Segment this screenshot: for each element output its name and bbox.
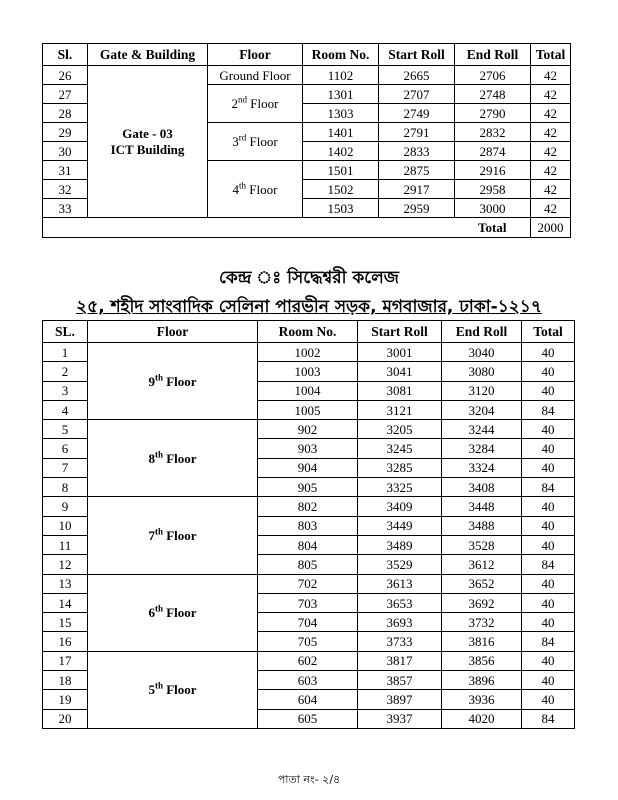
total-cell: 40	[522, 516, 575, 535]
table-header-row	[43, 321, 575, 343]
gate-label: Gate - 03	[122, 126, 173, 141]
sl-cell: 32	[43, 180, 88, 199]
end-roll-cell: 3488	[442, 516, 522, 535]
start-roll-cell: 3121	[358, 400, 442, 419]
total-cell: 84	[522, 400, 575, 419]
floor-ordinal: rd	[238, 132, 247, 143]
start-roll-cell: 3081	[358, 381, 442, 400]
floor-cell	[208, 85, 303, 123]
table-row	[43, 651, 575, 670]
end-roll-cell: 2958	[455, 180, 531, 199]
sl-cell: 12	[43, 555, 88, 574]
floor-cell	[88, 651, 258, 728]
end-roll-cell: 3000	[455, 199, 531, 218]
floor-word: Floor	[162, 605, 197, 621]
sl-cell: 31	[43, 161, 88, 180]
page-number: পাতা নং- ২/৪	[277, 773, 341, 786]
sl-cell: 28	[43, 104, 88, 123]
floor-ordinal: th	[239, 180, 247, 191]
total-cell: 40	[522, 593, 575, 612]
room-cell: 1003	[258, 362, 358, 381]
total-spacer	[43, 218, 455, 238]
floor-number: 8	[148, 450, 155, 466]
col-header-total: Total	[531, 44, 571, 66]
col-header-gate-building: Gate & Building	[88, 44, 208, 66]
sl-cell: 3	[43, 381, 88, 400]
room-cell: 1005	[258, 400, 358, 419]
floor-cell	[208, 66, 303, 85]
end-roll-cell: 3692	[442, 593, 522, 612]
total-cell: 40	[522, 690, 575, 709]
start-roll-cell: 3489	[358, 535, 442, 554]
room-cell: 805	[258, 555, 358, 574]
sl-cell: 4	[43, 400, 88, 419]
room-cell: 1503	[303, 199, 379, 218]
room-cell: 1303	[303, 104, 379, 123]
start-roll-cell: 3817	[358, 651, 442, 670]
start-roll-cell: 3529	[358, 555, 442, 574]
end-roll-cell: 3080	[442, 362, 522, 381]
total-cell: 40	[522, 381, 575, 400]
total-cell: 84	[522, 478, 575, 497]
room-cell: 1004	[258, 381, 358, 400]
floor-ordinal: th	[154, 681, 163, 692]
total-row	[43, 218, 571, 238]
floor-number: 9	[148, 373, 155, 389]
sl-cell: 30	[43, 142, 88, 161]
total-label: Total	[455, 218, 531, 238]
table-header-row	[43, 44, 571, 66]
start-roll-cell: 3409	[358, 497, 442, 516]
floor-cell	[88, 497, 258, 574]
end-roll-cell: 3528	[442, 535, 522, 554]
total-cell: 42	[531, 85, 571, 104]
floor-word: Floor	[162, 682, 197, 698]
end-roll-cell: 3936	[442, 690, 522, 709]
room-cell: 1002	[258, 343, 358, 362]
end-roll-cell: 2706	[455, 66, 531, 85]
floor-number: 4	[232, 181, 240, 197]
end-roll-cell: 3732	[442, 613, 522, 632]
grand-total-value: 2000	[531, 218, 571, 238]
table-row	[43, 420, 575, 439]
floor-label: Ground Floor	[219, 67, 291, 83]
sl-cell: 9	[43, 497, 88, 516]
floor-ordinal: th	[154, 603, 163, 614]
sl-cell: 7	[43, 458, 88, 477]
start-roll-cell: 3449	[358, 516, 442, 535]
total-cell: 40	[522, 671, 575, 690]
sl-cell: 13	[43, 574, 88, 593]
floor-ordinal: th	[154, 526, 163, 537]
room-cell: 1502	[303, 180, 379, 199]
sl-cell: 20	[43, 709, 88, 728]
start-roll-cell: 3041	[358, 362, 442, 381]
total-cell: 42	[531, 104, 571, 123]
floor-word: Floor	[246, 181, 278, 197]
building-cell	[88, 66, 208, 218]
start-roll-cell: 3245	[358, 439, 442, 458]
room-cell: 604	[258, 690, 358, 709]
end-roll-cell: 2832	[455, 123, 531, 142]
room-cell: 702	[258, 574, 358, 593]
start-roll-cell: 2665	[379, 66, 455, 85]
total-cell: 84	[522, 632, 575, 651]
end-roll-cell: 3448	[442, 497, 522, 516]
start-roll-cell: 2917	[379, 180, 455, 199]
total-cell: 84	[522, 709, 575, 728]
college-seat-table	[42, 320, 575, 729]
end-roll-cell: 3324	[442, 458, 522, 477]
end-roll-cell: 3284	[442, 439, 522, 458]
end-roll-cell: 2916	[455, 161, 531, 180]
total-cell: 42	[531, 199, 571, 218]
start-roll-cell: 3857	[358, 671, 442, 690]
room-cell: 602	[258, 651, 358, 670]
col-header-floor: Floor	[88, 321, 258, 343]
room-cell: 804	[258, 535, 358, 554]
end-roll-cell: 3040	[442, 343, 522, 362]
start-roll-cell: 3693	[358, 613, 442, 632]
total-cell: 40	[522, 574, 575, 593]
end-roll-cell: 2874	[455, 142, 531, 161]
floor-ordinal: th	[154, 449, 163, 460]
building-label: ICT Building	[110, 142, 185, 157]
sl-cell: 5	[43, 420, 88, 439]
start-roll-cell: 3205	[358, 420, 442, 439]
sl-cell: 26	[43, 66, 88, 85]
end-roll-cell: 3204	[442, 400, 522, 419]
room-cell: 802	[258, 497, 358, 516]
start-roll-cell: 2959	[379, 199, 455, 218]
end-roll-cell: 4020	[442, 709, 522, 728]
table-row	[43, 497, 575, 516]
sl-cell: 14	[43, 593, 88, 612]
end-roll-cell: 3244	[442, 420, 522, 439]
sl-cell: 2	[43, 362, 88, 381]
floor-cell	[208, 123, 303, 161]
sl-cell: 15	[43, 613, 88, 632]
floor-word: Floor	[162, 450, 197, 466]
total-cell: 40	[522, 420, 575, 439]
start-roll-cell: 3937	[358, 709, 442, 728]
start-roll-cell: 3653	[358, 593, 442, 612]
start-roll-cell: 2707	[379, 85, 455, 104]
floor-word: Floor	[246, 134, 278, 149]
ict-building-seat-table	[42, 43, 571, 238]
sl-cell: 18	[43, 671, 88, 690]
end-roll-cell: 2790	[455, 104, 531, 123]
end-roll-cell: 3612	[442, 555, 522, 574]
room-cell: 905	[258, 478, 358, 497]
room-cell: 605	[258, 709, 358, 728]
end-roll-cell: 3856	[442, 651, 522, 670]
floor-ordinal: th	[154, 372, 163, 383]
col-header-sl: Sl.	[43, 44, 88, 66]
total-cell: 42	[531, 66, 571, 85]
floor-cell	[208, 161, 303, 218]
sl-cell: 27	[43, 85, 88, 104]
total-cell: 40	[522, 497, 575, 516]
end-roll-cell: 3408	[442, 478, 522, 497]
total-cell: 42	[531, 180, 571, 199]
total-cell: 40	[522, 535, 575, 554]
end-roll-cell: 2748	[455, 85, 531, 104]
center-name-heading: কেন্দ্র ঃ সিদ্ধেশ্বরী কলেজ	[219, 268, 399, 288]
start-roll-cell: 3733	[358, 632, 442, 651]
sl-cell: 10	[43, 516, 88, 535]
floor-word: Floor	[247, 96, 279, 111]
end-roll-cell: 3120	[442, 381, 522, 400]
start-roll-cell: 2749	[379, 104, 455, 123]
room-cell: 704	[258, 613, 358, 632]
room-cell: 705	[258, 632, 358, 651]
floor-number: 6	[148, 605, 155, 621]
sl-cell: 29	[43, 123, 88, 142]
total-cell: 42	[531, 123, 571, 142]
end-roll-cell: 3896	[442, 671, 522, 690]
floor-number: 5	[148, 682, 155, 698]
start-roll-cell: 3325	[358, 478, 442, 497]
col-header-sl: SL.	[43, 321, 88, 343]
start-roll-cell: 3897	[358, 690, 442, 709]
room-cell: 1301	[303, 85, 379, 104]
table-row	[43, 574, 575, 593]
start-roll-cell: 3001	[358, 343, 442, 362]
col-header-end-roll: End Roll	[442, 321, 522, 343]
col-header-end-roll: End Roll	[455, 44, 531, 66]
room-cell: 902	[258, 420, 358, 439]
end-roll-cell: 3652	[442, 574, 522, 593]
room-cell: 803	[258, 516, 358, 535]
total-cell: 40	[522, 651, 575, 670]
col-header-room: Room No.	[303, 44, 379, 66]
sl-cell: 19	[43, 690, 88, 709]
room-cell: 1501	[303, 161, 379, 180]
floor-cell	[88, 343, 258, 420]
sl-cell: 17	[43, 651, 88, 670]
total-cell: 40	[522, 343, 575, 362]
room-cell: 703	[258, 593, 358, 612]
college-seat-table-body	[43, 343, 575, 729]
total-cell: 42	[531, 142, 571, 161]
floor-number: 3	[232, 134, 239, 149]
sl-cell: 16	[43, 632, 88, 651]
room-cell: 1402	[303, 142, 379, 161]
col-header-start-roll: Start Roll	[358, 321, 442, 343]
room-cell: 903	[258, 439, 358, 458]
sl-cell: 8	[43, 478, 88, 497]
sl-cell: 1	[43, 343, 88, 362]
floor-word: Floor	[162, 373, 197, 389]
floor-number: 2	[231, 96, 239, 111]
total-cell: 40	[522, 458, 575, 477]
col-header-start-roll: Start Roll	[379, 44, 455, 66]
start-roll-cell: 2875	[379, 161, 455, 180]
total-cell: 42	[531, 161, 571, 180]
end-roll-cell: 3816	[442, 632, 522, 651]
floor-word: Floor	[162, 527, 197, 543]
sl-cell: 6	[43, 439, 88, 458]
col-header-floor: Floor	[208, 44, 303, 66]
sl-cell: 33	[43, 199, 88, 218]
room-cell: 1401	[303, 123, 379, 142]
total-cell: 40	[522, 362, 575, 381]
total-cell: 84	[522, 555, 575, 574]
start-roll-cell: 2791	[379, 123, 455, 142]
table-row	[43, 66, 571, 85]
center-address-heading: ২৫, শহীদ সাংবাদিক সেলিনা পারভীন সড়ক, মগবাজার, ঢাকা-১২১৭	[76, 297, 542, 317]
room-cell: 603	[258, 671, 358, 690]
room-cell: 904	[258, 458, 358, 477]
total-cell: 40	[522, 439, 575, 458]
col-header-room: Room No.	[258, 321, 358, 343]
start-roll-cell: 3285	[358, 458, 442, 477]
table-row	[43, 343, 575, 362]
floor-number: 7	[148, 527, 155, 543]
start-roll-cell: 2833	[379, 142, 455, 161]
floor-ordinal: nd	[238, 94, 248, 105]
floor-cell	[88, 420, 258, 497]
sl-cell: 11	[43, 535, 88, 554]
room-cell: 1102	[303, 66, 379, 85]
total-cell: 40	[522, 613, 575, 632]
col-header-total: Total	[522, 321, 575, 343]
start-roll-cell: 3613	[358, 574, 442, 593]
floor-cell	[88, 574, 258, 651]
